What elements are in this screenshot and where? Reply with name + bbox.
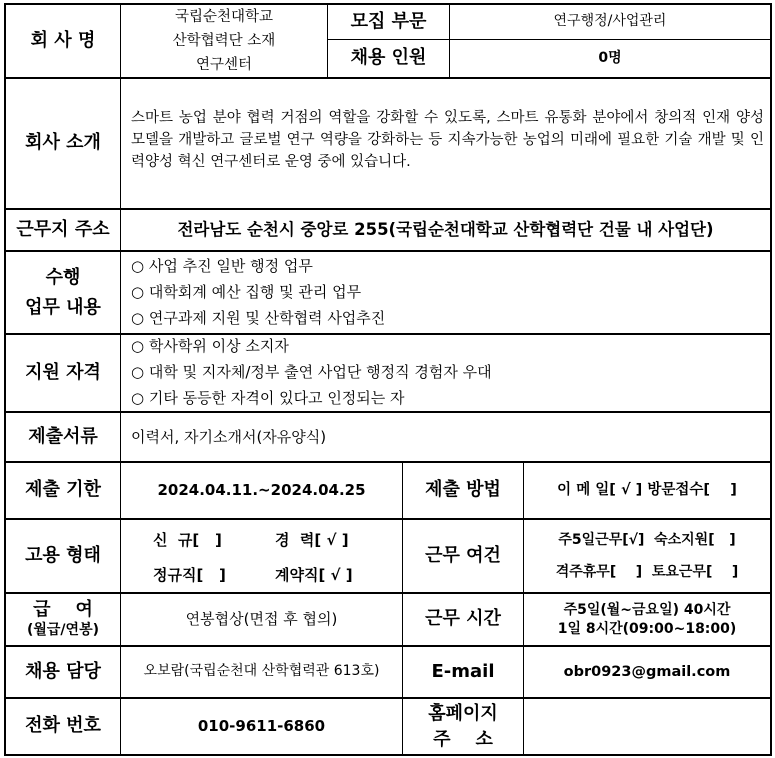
recruit-field-label: 모집 부문	[350, 10, 427, 32]
employment-type-label: 고용 형태	[25, 544, 101, 566]
duties-label-line: 업무 내용	[25, 296, 101, 318]
intro-text: 스마트 농업 분야 협력 거점의 역할을 강화할 수 있도록, 스마트 유통화 분야에서 창의적 인재 양성 모델을 개발하고 글로벌 연구 역량을 강화하는 등 지속가능한 농업의 미래에 필요한 기술 개발 및 인력양성 혁신 연구센터로 운영 중에 있습니다.	[131, 110, 764, 170]
contact-value: 오보람(국립순천대 산학협력관 613호)	[143, 663, 380, 680]
salary-label-sub: (월급/연봉)	[26, 621, 99, 638]
conditions-line: 주5일근무[√] 숙소지원[ ]	[558, 532, 736, 548]
duty-item: ○ 사업 추진 일반 행정 업무	[131, 257, 313, 275]
email-value[interactable]: obr0923@gmail.com	[563, 663, 731, 680]
experienced-option: 경 력[ √ ]	[275, 531, 349, 549]
company-name-line: 국립순천대학교	[174, 9, 274, 25]
phone-label: 전화 번호	[25, 715, 101, 737]
duties-label	[6, 252, 120, 333]
company-name-value	[121, 5, 327, 77]
contract-option: 계약직[ √ ]	[275, 566, 353, 584]
qualifications-list	[131, 333, 761, 411]
table-border-right	[770, 3, 772, 756]
qualification-item: ○ 대학 및 지자체/정부 출연 사업단 행정직 경험자 우대	[131, 363, 492, 381]
recruit-field-value: 연구행정/사업관리	[553, 13, 667, 30]
intro-label: 회사 소개	[25, 132, 101, 154]
qualifications-label: 지원 자격	[25, 361, 101, 383]
deadline-value: 2024.04.11.~2024.04.25	[157, 481, 366, 500]
company-name-line: 산학협력단 소재	[172, 33, 276, 49]
salary-label-main: 급 여	[33, 598, 93, 620]
deadline-label: 제출 기한	[25, 479, 101, 501]
hours-line: 1일 8시간(09:00~18:00)	[557, 620, 737, 637]
qualification-item: ○ 기타 동등한 자격이 있다고 인정되는 자	[131, 389, 405, 407]
duties-list	[131, 253, 761, 331]
homepage-label	[403, 699, 523, 754]
salary-value: 연봉협상(면접 후 협의)	[185, 610, 338, 629]
homepage-label-line: 홈페이지	[428, 702, 498, 724]
documents-label: 제출서류	[28, 425, 98, 447]
qualification-item: ○ 학사학위 이상 소지자	[131, 337, 289, 355]
company-name-line: 연구센터	[195, 57, 253, 73]
conditions-line: 격주휴무[ ] 토요근무[ ]	[555, 564, 739, 580]
hours-value	[524, 594, 770, 645]
documents-value: 이력서, 자기소개서(자유양식)	[131, 427, 327, 446]
conditions-label: 근무 여건	[425, 544, 501, 566]
method-value: 이 메 일[ √ ] 방문접수[ ]	[557, 482, 737, 499]
duty-item: ○ 대학회계 예산 집행 및 관리 업무	[131, 283, 362, 301]
employment-type-options	[121, 520, 402, 592]
conditions-value	[524, 520, 770, 592]
address-value: 전라남도 순천시 중앙로 255(국립순천대학교 산학협력단 건물 내 사업단)	[177, 219, 714, 239]
email-label: E-mail	[431, 660, 495, 682]
salary-label	[6, 594, 120, 645]
contact-label: 채용 담당	[25, 660, 101, 682]
hours-line: 주5일(월~금요일) 40시간	[563, 601, 731, 618]
method-label: 제출 방법	[425, 479, 501, 501]
new-hire-option: 신 규[ ]	[153, 531, 222, 549]
address-label: 근무지 주소	[16, 218, 110, 240]
phone-value: 010-9611-6860	[197, 717, 326, 736]
homepage-value[interactable]	[524, 699, 770, 754]
headcount-label: 채용 인원	[350, 47, 427, 69]
hours-label: 근무 시간	[425, 608, 501, 630]
homepage-label-line: 주 소	[433, 728, 493, 750]
duties-label-line: 수행	[45, 266, 81, 288]
headcount-value: 0명	[598, 49, 622, 66]
duty-item: ○ 연구과제 지원 및 산학협력 사업추진	[131, 309, 386, 327]
permanent-option: 정규직[ ]	[153, 566, 226, 584]
company-name-label: 회 사 명	[30, 29, 96, 51]
